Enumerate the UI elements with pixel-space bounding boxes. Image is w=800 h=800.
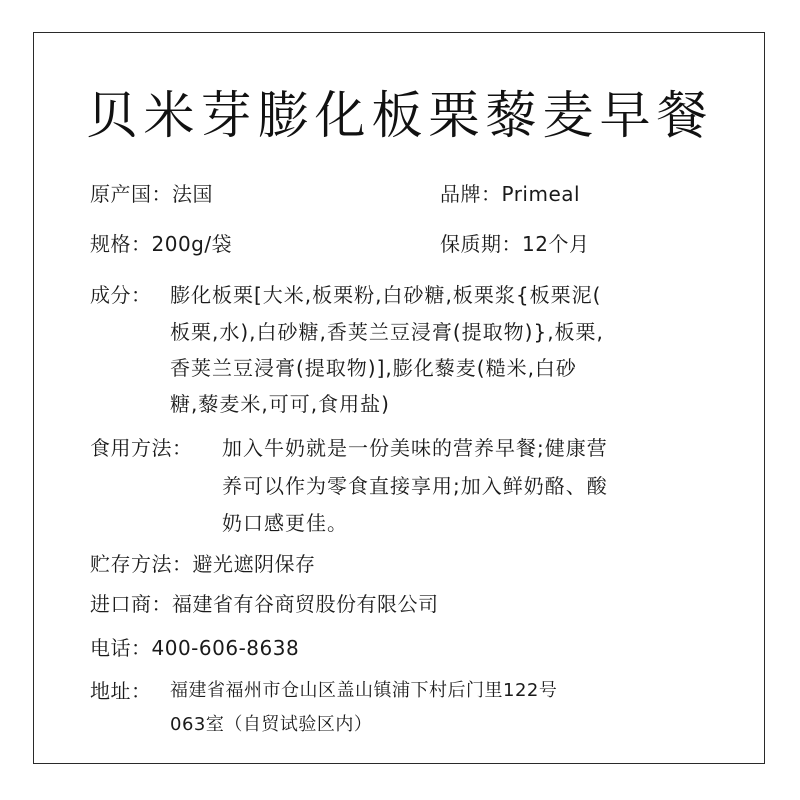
usage-line: 奶口感更佳。	[222, 511, 348, 535]
phone-label: 电话：	[90, 636, 152, 660]
storage-value: 避光遮阴保存	[192, 552, 316, 576]
ingredients-line: 膨化板栗[大米,板栗粉,白砂糖,板栗浆{板栗泥(	[170, 283, 602, 307]
usage-line: 养可以作为零食直接享用;加入鲜奶酪、酸	[222, 474, 608, 498]
storage-label: 贮存方法：	[90, 552, 193, 576]
ingredients-line: 板栗,水),白砂糖,香荚兰豆浸膏(提取物)},板栗,	[170, 320, 604, 344]
brand-label: 品牌：	[440, 182, 502, 206]
importer-label: 进口商：	[90, 592, 172, 616]
brand-value: Primeal	[501, 182, 581, 206]
spec-row	[90, 230, 232, 258]
origin-label: 原产国：	[90, 182, 172, 206]
ingredients-line: 糖,藜麦米,可可,食用盐)	[170, 392, 390, 416]
shelf-life-value: 12个月	[522, 232, 590, 256]
brand-row	[440, 180, 580, 208]
address-line: 063室（自贸试验区内）	[170, 714, 373, 735]
usage-line: 加入牛奶就是一份美味的营养早餐;健康营	[222, 436, 608, 460]
ingredients-label: 成分：	[90, 283, 152, 307]
spec-label: 规格：	[90, 232, 152, 256]
storage-row	[90, 550, 316, 578]
product-title: 贝米芽膨化板栗藜麦早餐	[86, 87, 714, 146]
address-label: 地址：	[90, 679, 152, 703]
shelf-life-row	[440, 230, 589, 258]
address-line: 福建省福州市仓山区盖山镇浦下村后门里122号	[170, 680, 558, 701]
ingredients-line: 香荚兰豆浸膏(提取物)],膨化藜麦(糙米,白砂	[170, 356, 577, 380]
usage-label: 食用方法：	[90, 436, 193, 460]
phone-row	[90, 634, 299, 662]
importer-value: 福建省有谷商贸股份有限公司	[172, 592, 439, 616]
importer-row	[90, 590, 439, 618]
shelf-life-label: 保质期：	[440, 232, 522, 256]
origin-row	[90, 180, 213, 208]
origin-value: 法国	[172, 182, 213, 206]
spec-value: 200g/袋	[151, 232, 233, 256]
phone-value: 400-606-8638	[151, 636, 300, 660]
